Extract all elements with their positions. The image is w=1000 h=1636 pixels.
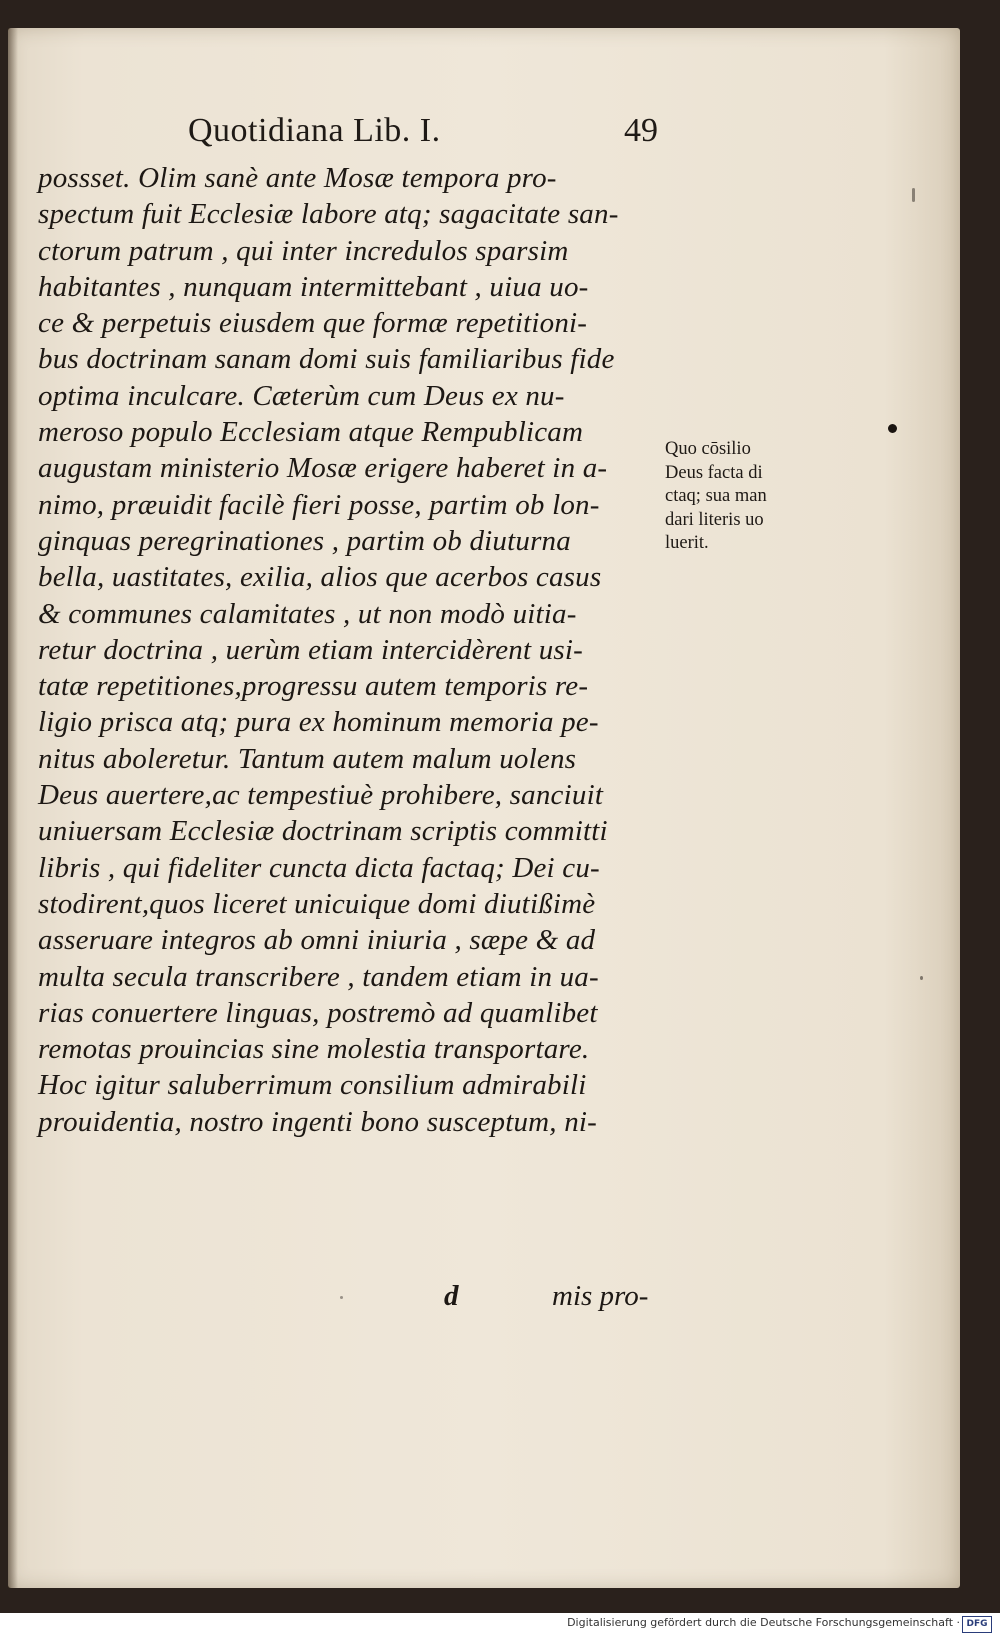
margin-note-line: Quo cōsilio <box>665 439 751 459</box>
page-gutter-shadow <box>8 28 18 1588</box>
text-line: asseruare integros ab omni iniuria , sæpe & ad <box>38 924 596 957</box>
text-line: ctorum patrum , qui inter incredulos sparsim <box>38 234 569 267</box>
text-line: remotas prouincias sine molestia transportare. <box>38 1033 590 1066</box>
page-header <box>188 112 658 156</box>
margin-note-line: luerit. <box>665 533 709 553</box>
margin-note-line: Deus facta di <box>665 462 763 483</box>
signature-mark: d <box>444 1280 459 1312</box>
text-line: libris , qui fideliter cuncta dicta factaq; Dei cu- <box>38 851 600 884</box>
text-line: ce & perpetuis eiusdem que formæ repetitioni- <box>38 307 588 340</box>
text-line: prouidentia, nostro ingenti bono susceptum, ni- <box>38 1105 598 1138</box>
text-line: nimo, præuidit facilè fieri posse, partim ob lon- <box>38 488 600 521</box>
text-line: multa secula transcribere , tandem etiam in ua- <box>38 960 599 993</box>
ink-spot <box>888 424 897 433</box>
text-line: ginquas peregrinationes , partim ob diuturna <box>38 524 571 557</box>
text-line: tatæ repetitiones,progressu autem temporis re- <box>38 670 589 703</box>
text-line: rias conuertere linguas, postremò ad quamlibet <box>38 996 598 1029</box>
running-head: Quotidiana Lib. I. <box>188 112 441 149</box>
marginal-note <box>665 438 815 556</box>
digitization-credit: Digitalisierung gefördert durch die Deutsche Forschungsgemeinschaft · <box>567 1616 960 1629</box>
text-line: uniuersam Ecclesiæ doctrinam scriptis committi <box>38 815 608 848</box>
text-line: nitus aboleretur. Tantum autem malum uolens <box>38 742 577 775</box>
text-line: stodirent,quos liceret unicuique domi diutißimè <box>38 887 596 920</box>
page-number: 49 <box>624 112 658 149</box>
text-line: habitantes , nunquam intermittebant , uiua uo- <box>38 270 589 303</box>
text-line: spectum fuit Ecclesiæ labore atq; sagacitate san- <box>38 198 619 231</box>
text-line: bella, uastitates, exilia, alios que acerbos casus <box>38 561 602 594</box>
text-line: Hoc igitur saluberrimum consilium admirabili <box>38 1069 587 1102</box>
ink-spot <box>920 976 923 980</box>
text-line: meroso populo Ecclesiam atque Rempublicam <box>38 416 584 449</box>
footer-bar <box>0 1613 1000 1636</box>
ink-spot <box>340 1296 343 1299</box>
ink-spot <box>912 188 915 202</box>
text-line: optima inculcare. Cæterùm cum Deus ex nu- <box>38 379 565 412</box>
dfg-logo: DFG <box>962 1616 992 1633</box>
text-line: retur doctrina , uerùm etiam intercidèrent usi- <box>38 633 584 666</box>
text-line: possset. Olim sanè ante Mosæ tempora pro- <box>38 162 557 194</box>
body-text <box>38 160 678 1140</box>
margin-note-line: ctaq; sua man <box>665 486 767 506</box>
margin-note-line: dari literis uo <box>665 509 764 530</box>
text-line: ligio prisca atq; pura ex hominum memoria pe- <box>38 706 599 739</box>
text-line: augustam ministerio Mosæ erigere haberet in a- <box>38 452 608 485</box>
catchword: mis pro- <box>552 1280 649 1312</box>
text-line: bus doctrinam sanam domi suis familiaribus fide <box>38 343 615 376</box>
text-line: & communes calamitates , ut non modò uitia- <box>38 597 577 630</box>
text-line: Deus auertere,ac tempestiuè prohibere, sanciuit <box>38 779 604 812</box>
